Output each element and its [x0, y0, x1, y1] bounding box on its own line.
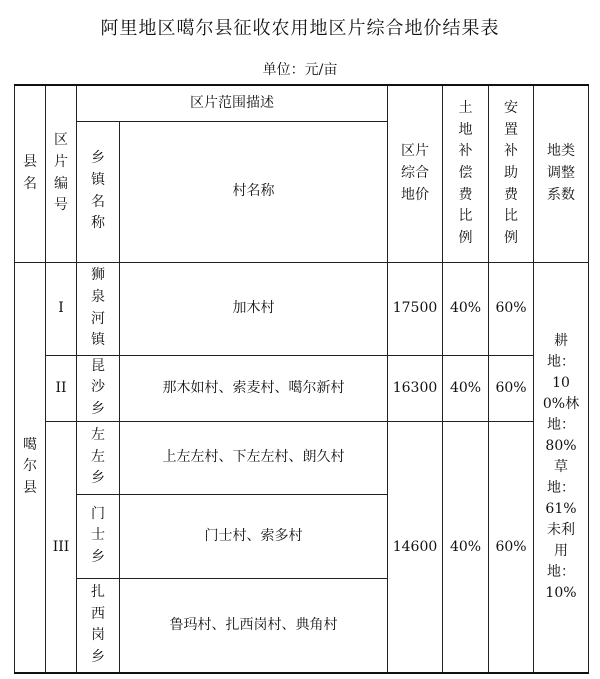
village-list: 加木村	[120, 262, 388, 355]
zone-id: I	[46, 262, 77, 355]
resettle-ratio: 60%	[489, 355, 534, 421]
land-price-table	[14, 84, 589, 674]
zone-price: 14600	[388, 421, 443, 673]
resettle-ratio: 60%	[489, 262, 534, 355]
header-zone-scope: 区片范围描述	[77, 85, 388, 121]
header-county: 县名	[15, 85, 46, 262]
land-comp-ratio: 40%	[443, 355, 489, 421]
header-land-comp: 土地补偿费比例	[443, 85, 489, 262]
header-row	[15, 85, 589, 121]
township-name: 狮泉河镇	[77, 262, 120, 355]
village-list: 上左左村、下左左村、朗久村	[120, 421, 388, 494]
zone-price: 17500	[388, 262, 443, 355]
county-cell: 噶尔县	[15, 262, 46, 673]
document-title: 阿里地区噶尔县征收农用地区片综合地价结果表	[100, 18, 500, 39]
resettle-ratio: 60%	[489, 421, 534, 673]
header-zone-no: 区片编号	[46, 85, 77, 262]
header-township: 乡镇名称	[77, 121, 120, 262]
header-coef: 地类调整系数	[534, 85, 589, 262]
land-comp-ratio: 40%	[443, 421, 489, 673]
coefficient-note: 耕地：100%林地：80%草地：61%未利用地：10%	[534, 262, 589, 673]
township-name: 昆沙乡	[77, 355, 120, 421]
zone-id: III	[46, 421, 77, 673]
village-list: 门士村、索多村	[120, 494, 388, 578]
zone-price: 16300	[388, 355, 443, 421]
land-comp-ratio: 40%	[443, 262, 489, 355]
header-village: 村名称	[120, 121, 388, 262]
unit-label: 单位：元/亩	[262, 62, 338, 78]
township-name: 扎西岗乡	[77, 578, 120, 673]
table-row	[15, 421, 589, 494]
zone-id: II	[46, 355, 77, 421]
header-resettle: 安置补助费比例	[489, 85, 534, 262]
header-price: 区片综合地价	[388, 85, 443, 262]
village-list: 鲁玛村、扎西岗村、典角村	[120, 578, 388, 673]
township-name: 门士乡	[77, 494, 120, 578]
table-row	[15, 355, 589, 421]
village-list: 那木如村、索麦村、噶尔新村	[120, 355, 388, 421]
table-row	[15, 262, 589, 355]
township-name: 左左乡	[77, 421, 120, 494]
